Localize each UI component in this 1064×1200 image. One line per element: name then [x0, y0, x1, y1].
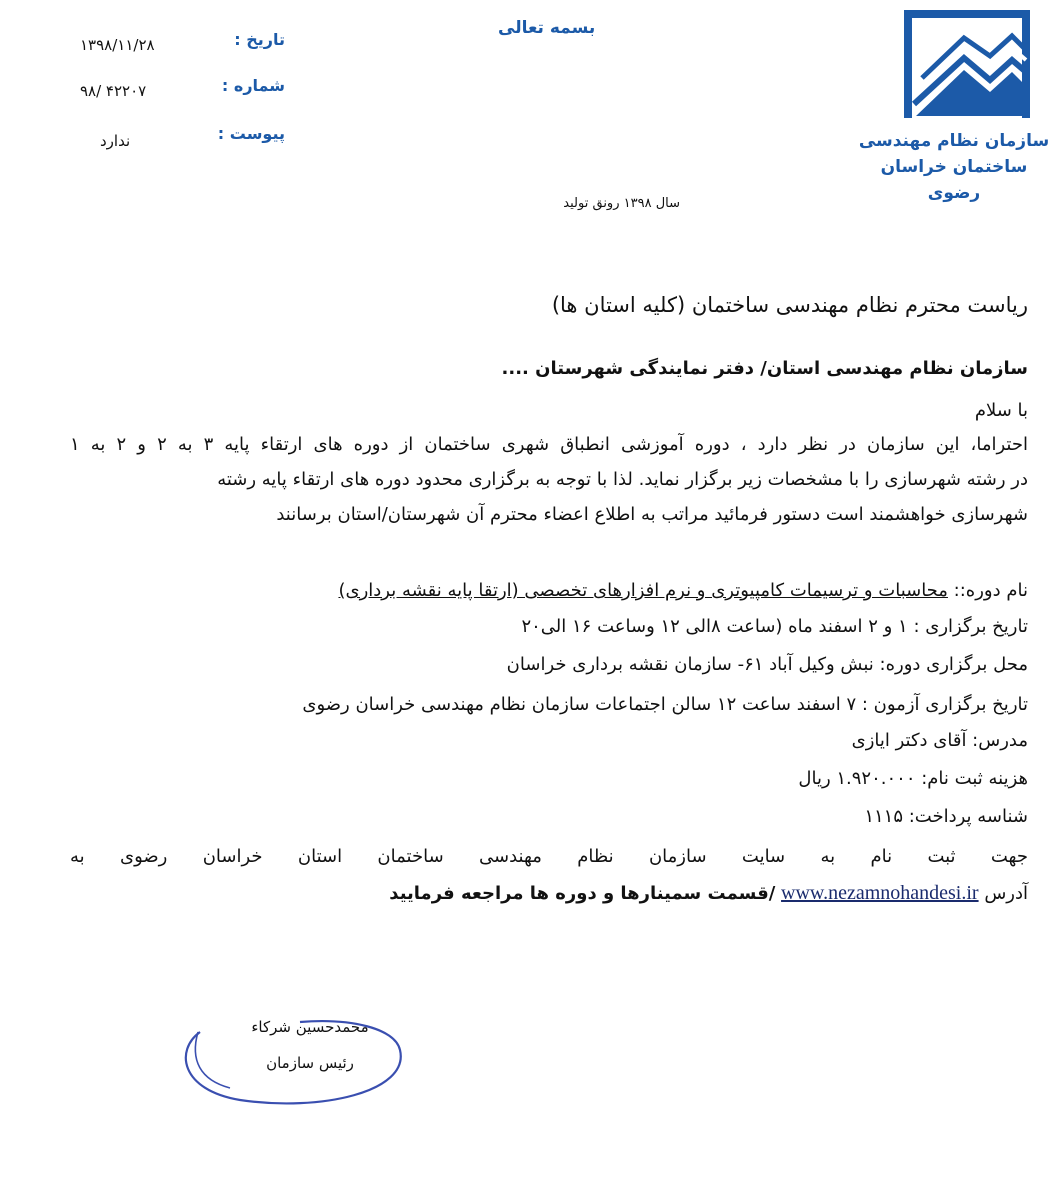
paragraph-line-1: احتراما، این سازمان در نظر دارد ، دوره آموزشی انطباق شهری ساختمان از دوره های ارتقاء پایه ۳ به ۲ و ۲ به ۱ — [70, 434, 1028, 455]
course-line — [338, 576, 1028, 606]
number-value: ۹۸/ ۴۲۲۰۷ — [80, 82, 147, 100]
paragraph-line-3: شهرسازی خواهشمند است دستور فرمائید مراتب به اطلاع اعضاء محترم آن شهرستان/استان برسانند — [276, 504, 1028, 525]
organization-logo — [904, 8, 1030, 122]
registration-line-2 — [389, 878, 1028, 909]
org-name-line1: سازمان نظام مهندسی — [858, 131, 1050, 151]
attachment-label: پیوست : — [217, 124, 285, 143]
course-label: نام دوره:: — [947, 580, 1028, 601]
paragraph-line-2: در رشته شهرسازی را با مشخصات زیر برگزار نماید. لذا با توجه به برگزاری محدود دوره های ارتقاء پایه رشته — [217, 469, 1028, 490]
greeting: با سلام — [974, 400, 1028, 421]
payment-line: شناسه پرداخت: ۱۱۱۵ — [864, 806, 1028, 827]
organization-name — [854, 128, 1054, 206]
attachment-value: ندارد — [100, 132, 131, 150]
number-label: شماره : — [221, 76, 285, 95]
date-line: تاریخ برگزاری : ۱ و ۲ اسفند ماه (ساعت ۸الی ۱۲ وساعت ۱۶ الی۲۰ — [521, 616, 1028, 637]
date-value: ۱۳۹۸/۱۱/۲۸ — [80, 36, 155, 54]
recipient-secondary: سازمان نظام مهندسی استان/ دفتر نمایندگی شهرستان .... — [501, 358, 1028, 379]
year-motto: سال ۱۳۹۸ رونق تولید — [563, 196, 680, 211]
address-prefix: آدرس — [984, 883, 1028, 904]
venue-line: محل برگزاری دوره: نبش وکیل آباد ۶۱- سازمان نقشه برداری خراسان — [506, 654, 1028, 675]
signatory-title: رئیس سازمان — [266, 1054, 354, 1072]
teacher-line: مدرس: آقای دکتر ایازی — [851, 730, 1028, 751]
recipient: ریاست محترم نظام مهندسی ساختمان (کلیه استان ها) — [551, 293, 1028, 317]
signatory-name: محمدحسین شرکاء — [251, 1018, 369, 1036]
website-link[interactable]: www.nezamnohandesi.ir — [781, 882, 979, 904]
signature-block — [170, 1010, 420, 1110]
registration-line-1: جهت ثبت نام به سایت سازمان نظام مهندسی ساختمان استان خراسان رضوی به — [70, 846, 1028, 867]
bismillah-heading: بسمه تعالی — [498, 18, 596, 38]
address-suffix: /قسمت سمینارها و دوره ها مراجعه فرمایید — [389, 883, 776, 904]
course-value: محاسبات و ترسیمات کامپیوتری و نرم افزارهای تخصصی (ارتقا پایه نقشه برداری) — [338, 580, 948, 601]
exam-line: تاریخ برگزاری آزمون : ۷ اسفند ساعت ۱۲ سالن اجتماعات سازمان نظام مهندسی خراسان رضوی — [302, 694, 1028, 715]
org-name-line2: ساختمان خراسان رضوی — [880, 157, 1028, 203]
fee-line: هزینه ثبت نام: ۱.۹۲۰.۰۰۰ ریال — [798, 768, 1028, 789]
date-label: تاریخ : — [234, 30, 285, 49]
